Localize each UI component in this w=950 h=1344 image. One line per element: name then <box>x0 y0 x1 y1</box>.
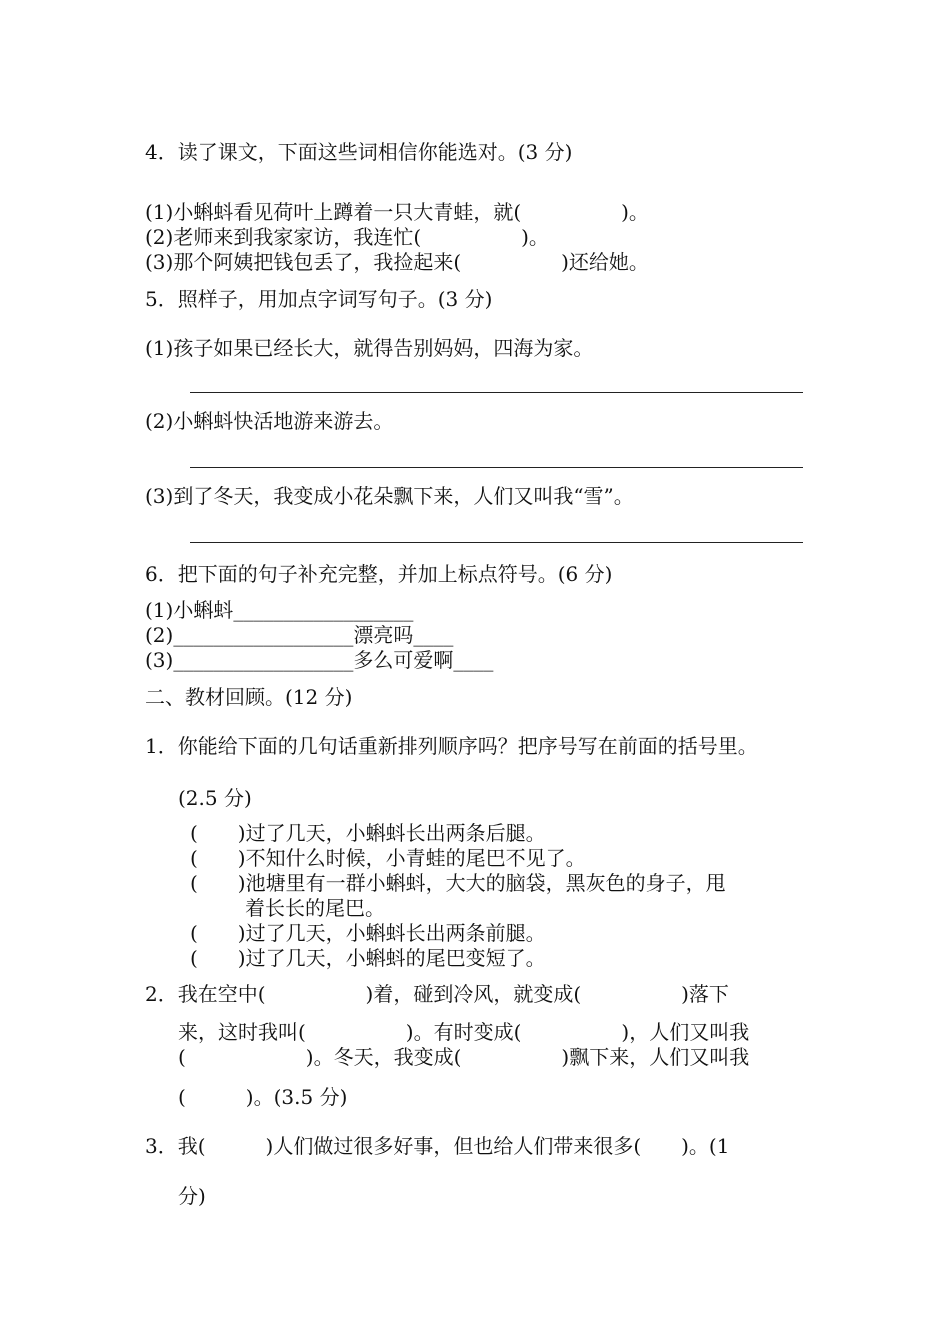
q6-item-1: (1)小蝌蚪__________________ <box>145 598 414 622</box>
q5-item-1: (1)孩子如果已经长大，就得告别妈妈，四海为家。 <box>145 336 594 360</box>
s2-q1-item-3-cont: 着长长的尾巴。 <box>245 896 385 920</box>
s2-q3-line-1: 3．我( )人们做过很多好事，但也给人们带来很多( )。(1 <box>145 1134 730 1158</box>
s2-q2-line-2: 来，这时我叫( )。有时变成( )，人们又叫我 <box>178 1020 750 1044</box>
s2-q1-item-1: ( )过了几天，小蝌蚪长出两条后腿。 <box>190 821 546 845</box>
s2-q2-line-3: ( )。冬天，我变成( )飘下来，人们又叫我 <box>178 1045 750 1069</box>
q5-answer-line-3[interactable] <box>190 542 803 543</box>
s2-q1-title: 1．你能给下面的几句话重新排列顺序吗？把序号写在前面的括号里。 <box>145 734 758 758</box>
q5-answer-line-2[interactable] <box>190 467 803 468</box>
q4-item-2: (2)老师来到我家家访，我连忙( )。 <box>145 225 549 249</box>
section2-title: 二、教材回顾。(12 分) <box>145 685 353 709</box>
q4-item-1: (1)小蝌蚪看见荷叶上蹲着一只大青蛙，就( )。 <box>145 200 649 224</box>
s2-q2-line-4: ( )。(3.5 分) <box>178 1085 348 1109</box>
s2-q1-item-3: ( )池塘里有一群小蝌蚪，大大的脑袋，黑灰色的身子，甩 <box>190 871 726 895</box>
s2-q1-item-2: ( )不知什么时候，小青蛙的尾巴不见了。 <box>190 846 586 870</box>
s2-q1-item-5: ( )过了几天，小蝌蚪的尾巴变短了。 <box>190 946 546 970</box>
q5-answer-line-1[interactable] <box>190 392 803 393</box>
q6-title: 6．把下面的句子补充完整，并加上标点符号。(6 分) <box>145 562 613 586</box>
q4-title: 4．读了课文，下面这些词相信你能选对。(3 分) <box>145 140 573 164</box>
q5-item-3: (3)到了冬天，我变成小花朵飘下来，人们又叫我“雪”。 <box>145 484 634 508</box>
s2-q3-line-2: 分) <box>178 1184 206 1208</box>
q5-item-2: (2)小蝌蚪快活地游来游去。 <box>145 409 394 433</box>
q6-item-2: (2)__________________漂亮吗____ <box>145 623 454 647</box>
s2-q1-item-4: ( )过了几天，小蝌蚪长出两条前腿。 <box>190 921 546 945</box>
s2-q2-line-1: 2．我在空中( )着，碰到冷风，就变成( )落下 <box>145 982 729 1006</box>
q5-title: 5．照样子，用加点字词写句子。(3 分) <box>145 287 493 311</box>
q4-item-3: (3)那个阿姨把钱包丢了，我捡起来( )还给她。 <box>145 250 649 274</box>
q6-item-3: (3)__________________多么可爱啊____ <box>145 648 494 672</box>
s2-q1-score: (2.5 分) <box>178 786 252 810</box>
